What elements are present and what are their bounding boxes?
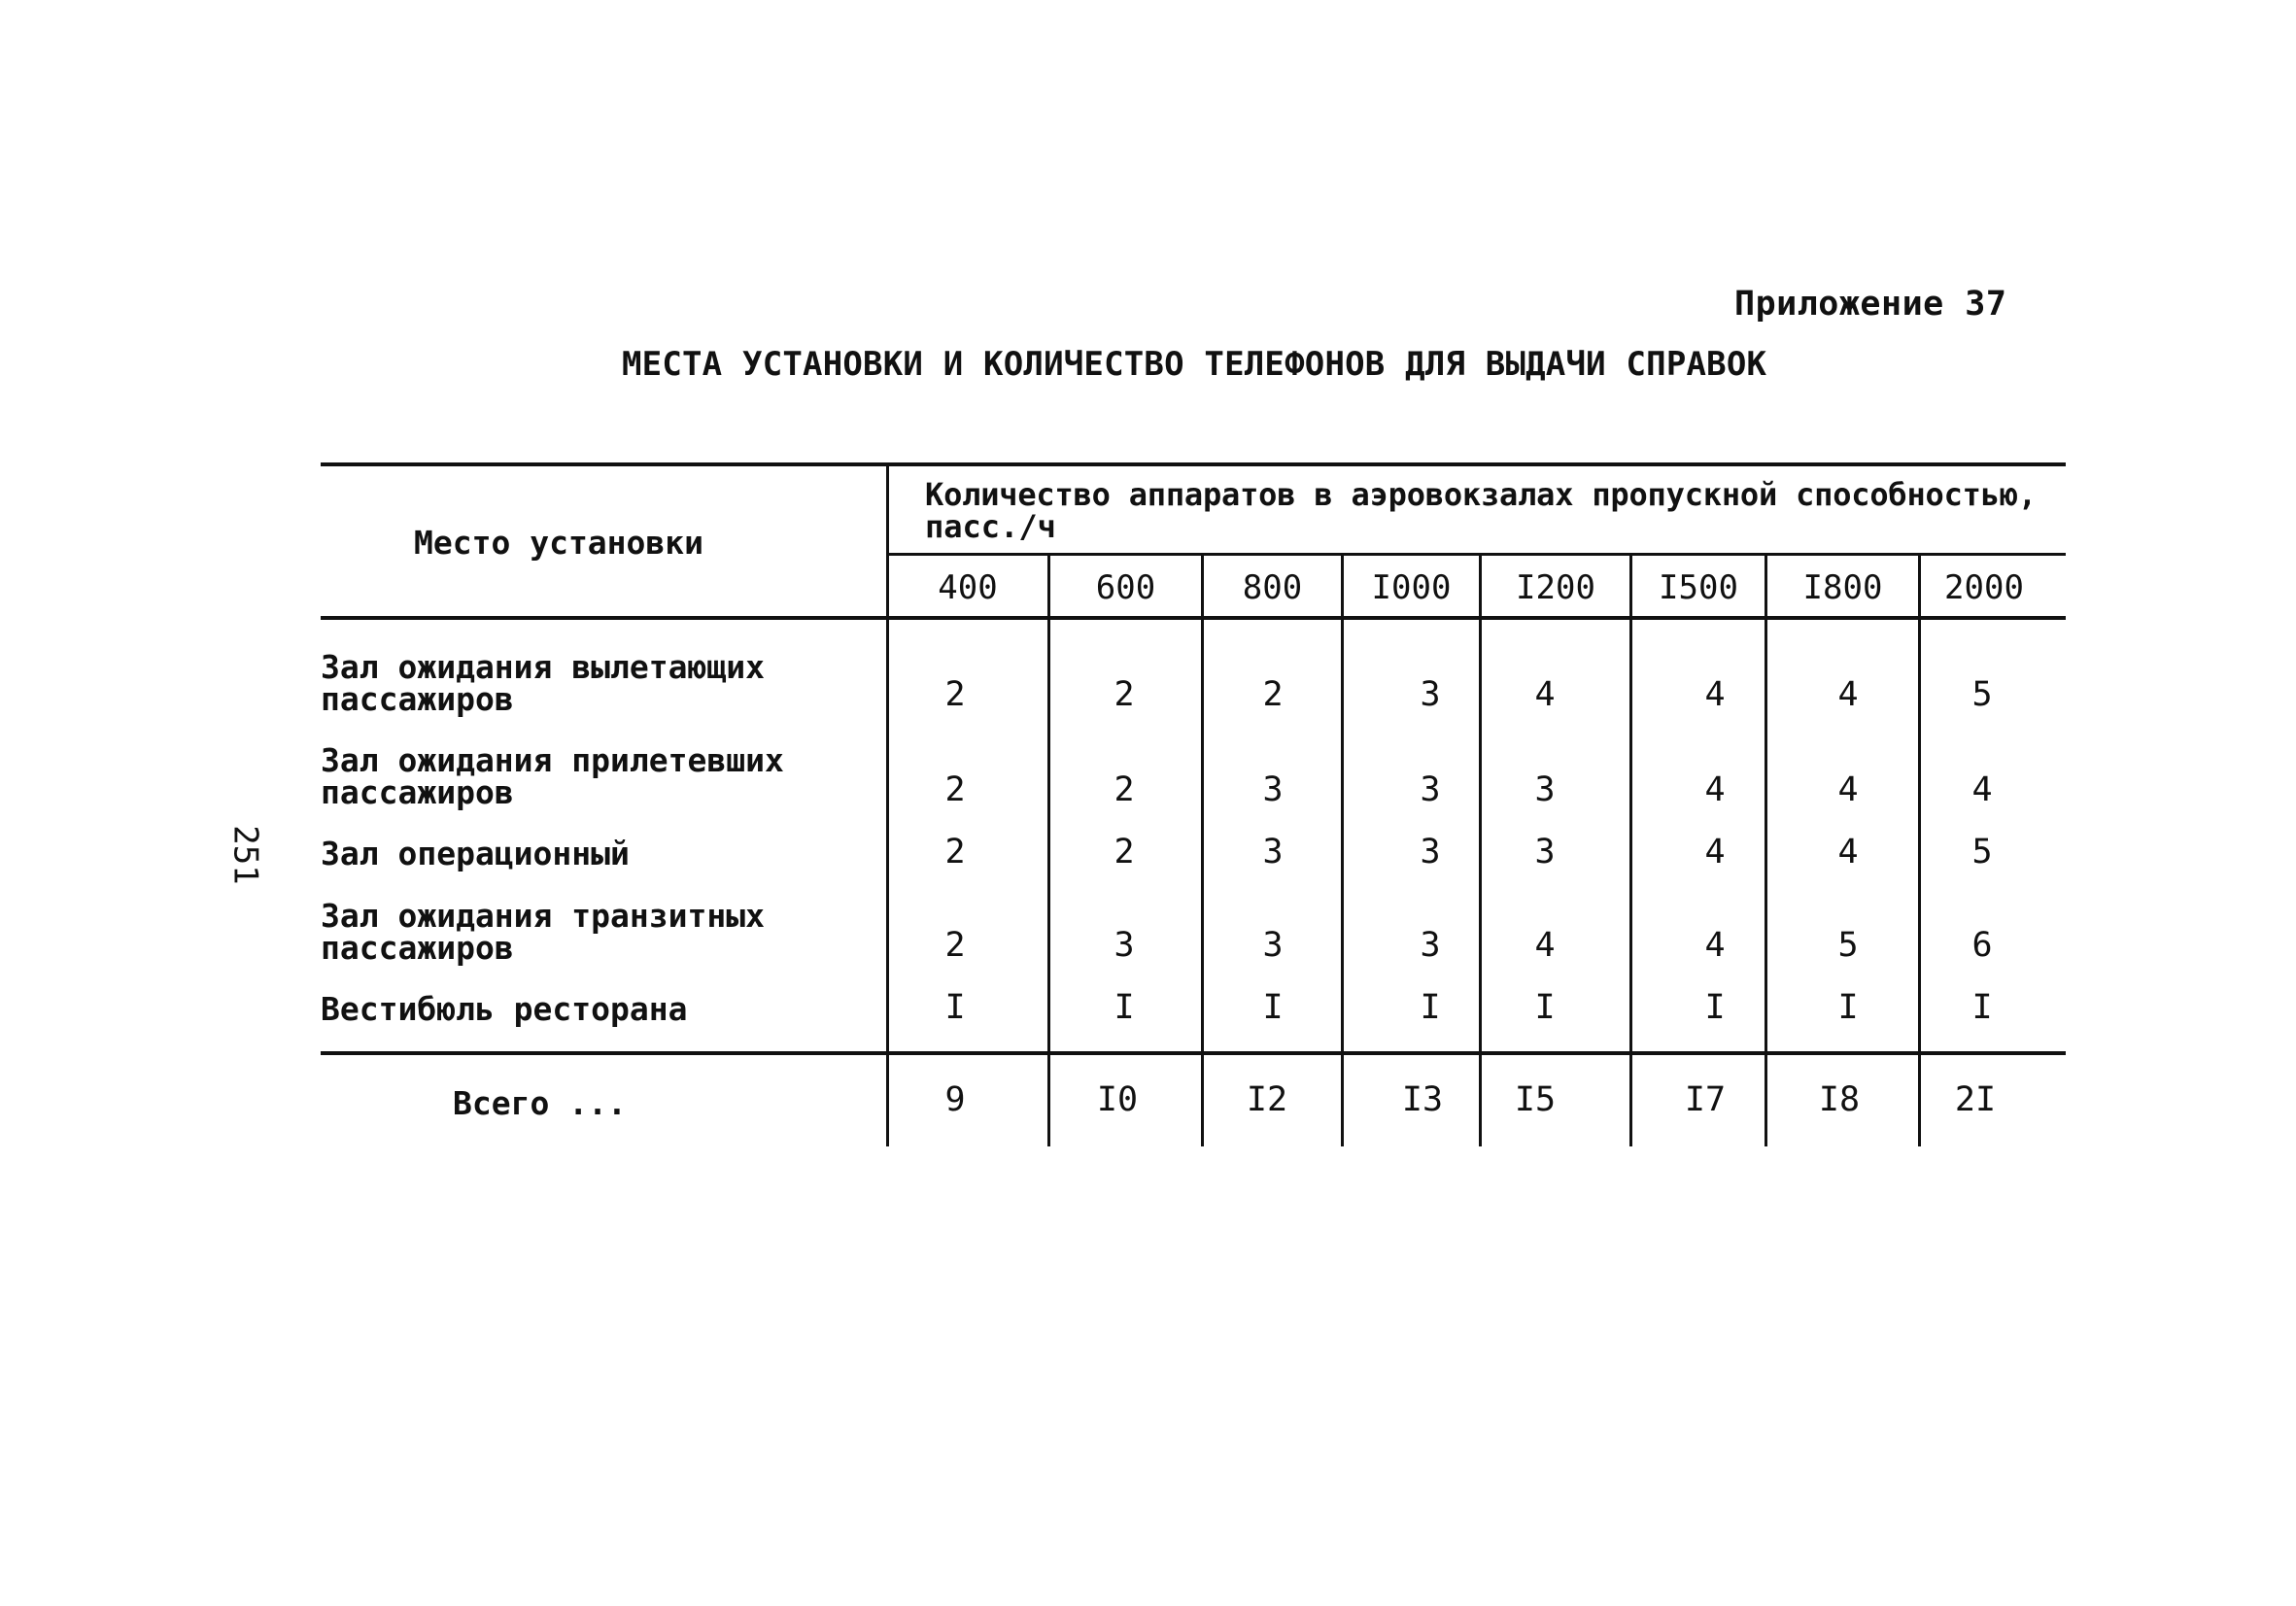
table-cell: I: [1534, 988, 1556, 1027]
capacity-header: I800: [1802, 568, 1883, 607]
total-label: Всего ...: [453, 1084, 627, 1122]
table-cell: 3: [1420, 770, 1441, 809]
table-cell: I: [1704, 988, 1726, 1027]
table-cell: 4: [1971, 770, 1993, 809]
capacity-header: I500: [1659, 568, 1738, 607]
table-cell: 5: [1971, 675, 1993, 714]
document-title: МЕСТА УСТАНОВКИ И КОЛИЧЕСТВО ТЕЛЕФОНОВ ДЛЯ ВЫДАЧИ СПРАВОК: [622, 345, 1767, 384]
table-cell: 3: [1262, 770, 1284, 809]
capacity-header: 400: [938, 568, 998, 607]
row-label: Зал ожидания вылетающих: [321, 648, 765, 686]
total-cell: 9: [944, 1080, 966, 1119]
group-header-line1: Количество аппаратов в аэровокзалах пропускной способностью,: [925, 476, 2037, 513]
page-number: 251: [225, 825, 265, 885]
col-header-location: Место установки: [414, 524, 704, 562]
total-cell: I7: [1684, 1080, 1727, 1119]
table-cell: I: [1837, 988, 1859, 1027]
table-cell: 4: [1534, 675, 1556, 714]
row-label: Зал ожидания транзитных: [321, 897, 765, 935]
table-cell: 4: [1704, 770, 1726, 809]
table-cell: 4: [1534, 926, 1556, 965]
table-cell: 3: [1114, 926, 1135, 965]
table-cell: 2: [1114, 770, 1135, 809]
capacity-header: 600: [1095, 568, 1156, 607]
table-cell: 6: [1971, 926, 1993, 965]
total-cell: I8: [1818, 1080, 1861, 1119]
table-cell: 2: [944, 675, 966, 714]
table-top-rule: [321, 462, 2066, 466]
capacity-header: I200: [1516, 568, 1595, 607]
total-cell: I3: [1401, 1080, 1444, 1119]
table-cell: 3: [1534, 770, 1556, 809]
table-cell: 3: [1534, 833, 1556, 871]
table-cell: 4: [1837, 833, 1859, 871]
col-divider: [1918, 554, 1921, 1146]
table-cell: 2: [944, 926, 966, 965]
header-bottom-rule: [321, 616, 2066, 620]
group-header-line2: пасс./ч: [925, 508, 1056, 545]
table-cell: 4: [1704, 926, 1726, 965]
table-cell: 2: [944, 770, 966, 809]
table-cell: I: [1114, 988, 1135, 1027]
row-label: пассажиров: [321, 929, 514, 967]
totals-rule: [321, 1051, 2066, 1055]
table-cell: 3: [1262, 833, 1284, 871]
table-cell: 4: [1837, 675, 1859, 714]
capacity-header: 2000: [1944, 568, 2024, 607]
table-cell: 3: [1262, 926, 1284, 965]
row-label: пассажиров: [321, 773, 514, 811]
table-cell: 5: [1837, 926, 1859, 965]
header-sub-rule: [888, 553, 2066, 556]
col-divider: [1629, 554, 1632, 1146]
col-divider: [1047, 554, 1050, 1146]
table-cell: 3: [1420, 926, 1441, 965]
appendix-label: Приложение 37: [1734, 285, 2007, 324]
table-cell: 2: [1262, 675, 1284, 714]
capacity-header: 800: [1242, 568, 1303, 607]
table-cell: 2: [1114, 833, 1135, 871]
table-cell: 4: [1704, 675, 1726, 714]
row-label: пассажиров: [321, 680, 514, 718]
table-cell: 4: [1704, 833, 1726, 871]
total-cell: I0: [1096, 1080, 1139, 1119]
table-cell: 3: [1420, 833, 1441, 871]
col-divider: [1201, 554, 1204, 1146]
table-cell: I: [1262, 988, 1284, 1027]
table-cell: 5: [1971, 833, 1993, 871]
row-label: Вестибюль ресторана: [321, 990, 688, 1028]
row-label: Зал ожидания прилетевших: [321, 741, 784, 779]
col-divider: [886, 462, 889, 1146]
table-cell: I: [944, 988, 966, 1027]
total-cell: 2I: [1954, 1080, 1997, 1119]
table-cell: 2: [1114, 675, 1135, 714]
total-cell: I5: [1514, 1080, 1557, 1119]
row-label: Зал операционный: [321, 835, 630, 872]
total-cell: I2: [1246, 1080, 1288, 1119]
table-cell: 3: [1420, 675, 1441, 714]
table-cell: 4: [1837, 770, 1859, 809]
capacity-header: I000: [1371, 568, 1452, 607]
table-cell: I: [1971, 988, 1993, 1027]
col-divider: [1341, 554, 1344, 1146]
table-cell: 2: [944, 833, 966, 871]
table-cell: I: [1420, 988, 1441, 1027]
